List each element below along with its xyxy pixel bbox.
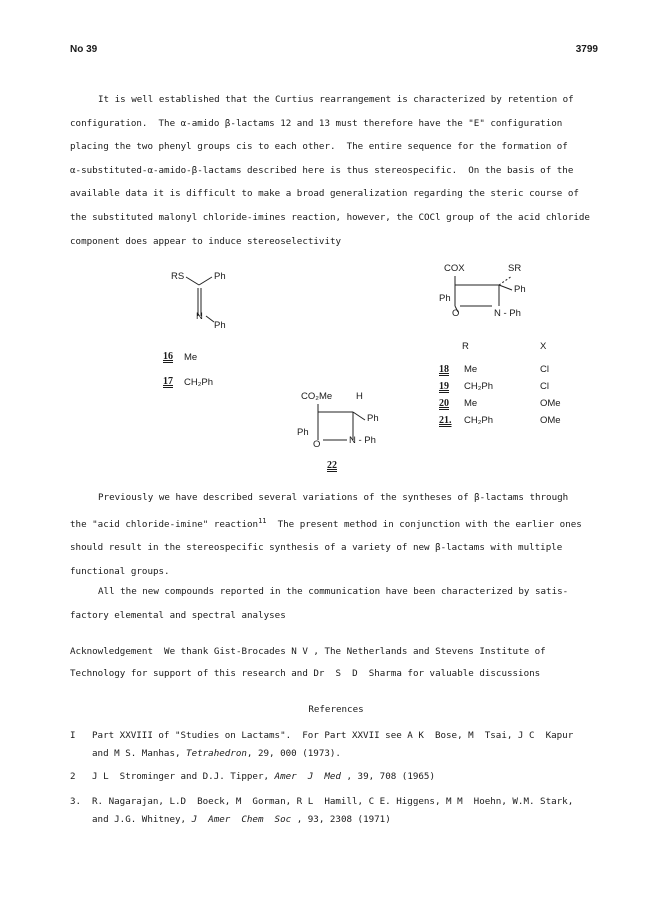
reference-text: Part XXVIII of "Studies on Lactams". For Part XXVII see A K Bose, M Tsai, J C Kapur: [92, 730, 574, 741]
lactam22-o-label: O: [313, 439, 321, 450]
text-line: It is well established that the Curtius rearrangement is characterized by retention of: [98, 94, 574, 105]
reference-number: 3.: [70, 796, 82, 807]
lactam22-co2me-label: CO₂Me: [301, 391, 333, 402]
imine-n-label: N: [196, 311, 203, 322]
imine-ph-label: Ph: [214, 271, 226, 282]
table-x-value: OMe: [540, 398, 561, 409]
journal-name: Amer J Med: [274, 771, 341, 782]
lactam-sr-label: SR: [508, 263, 522, 274]
page-number: 3799: [575, 44, 598, 55]
compound-number: 18: [439, 364, 449, 375]
text-line: component does appear to induce stereoselectivity: [70, 235, 342, 247]
lactam-ph-left-label: Ph: [439, 293, 451, 304]
reference-text: [92, 745, 341, 763]
reference-number: 2: [70, 771, 76, 782]
reference-text: [92, 768, 435, 786]
compound-substituent: Me: [184, 352, 198, 363]
text-line: α-substituted-α-amido-β-lactams described here is thus stereospecific. On the basis of the: [70, 164, 574, 176]
table-header-r: R: [462, 341, 469, 352]
compound-number: 16: [163, 351, 173, 362]
text-fragment: , 39, 708 (1965): [340, 771, 435, 782]
lactam-o-label: O: [452, 308, 460, 319]
lactam-cox-label: COX: [444, 263, 465, 274]
text-line: the substituted malonyl chloride-imines reaction, however, the COCl group of the acid chloride: [70, 211, 590, 223]
text-fragment: the "acid chloride-imine" reaction: [70, 518, 259, 530]
acknowledgement: [70, 641, 615, 685]
paragraph-previous-work: [70, 486, 615, 583]
table-r-value: CH₂Ph: [464, 415, 494, 426]
journal-name: J Amer Chem Soc: [191, 814, 292, 825]
text-line: configuration. The α-amido β-lactams 12 and 13 must therefore have the "E" configuration: [70, 117, 563, 129]
text-line: Previously we have described several variations of the syntheses of β-lactams through: [98, 492, 569, 503]
imine-rs-label: RS: [171, 271, 185, 282]
compound-number: 20: [439, 398, 449, 409]
table-r-value: Me: [464, 364, 478, 375]
imine-nph-label: Ph: [214, 320, 226, 331]
compound-number: 19: [439, 381, 449, 392]
text-line: available data it is difficult to make a broad generalization regarding the steric course of: [70, 188, 579, 200]
page-journal-number: No 39: [70, 44, 98, 55]
text-fragment: , 29, 000 (1973).: [246, 748, 341, 759]
lactam-nph-label: N - Ph: [494, 308, 521, 319]
text-line: functional groups.: [70, 565, 170, 577]
paragraph-analyses: [70, 580, 615, 627]
table-x-value: Cl: [540, 364, 549, 375]
references-heading: References: [308, 704, 364, 715]
reference-text: R. Nagarajan, L.D Boeck, M Gorman, R L Hamill, C E. Higgens, M M Hoehn, W.M. Stark,: [92, 796, 574, 807]
citation-superscript: 11: [258, 516, 267, 525]
text-fragment: The present method in conjunction with the earlier ones: [266, 518, 582, 530]
text-fragment: and J.G. Whitney,: [92, 814, 192, 825]
journal-name: Tetrahedron: [186, 748, 247, 759]
table-x-value: OMe: [540, 415, 561, 426]
text-fragment: and M S. Manhas,: [92, 748, 187, 759]
text-line: Acknowledgement We thank Gist-Brocades N V , The Netherlands and Stevens Institute of: [70, 646, 546, 657]
text-line: factory elemental and spectral analyses: [70, 609, 286, 621]
text-line: should result in the stereospecific synthesis of a variety of new β-lactams with multiple: [70, 542, 563, 554]
compound-number: 21.: [439, 415, 452, 426]
lactam-ph-right-label: Ph: [514, 284, 526, 295]
compound-number: 22: [327, 460, 337, 471]
lactam22-ph-left-label: Ph: [297, 427, 309, 438]
text-fragment: , 93, 2308 (1971): [291, 814, 391, 825]
text-line: Technology for support of this research and Dr S D Sharma for valuable discussions: [70, 668, 541, 679]
lactam22-ph-right-label: Ph: [367, 413, 379, 424]
table-r-value: CH₂Ph: [464, 381, 494, 392]
compound-substituent: CH₂Ph: [184, 377, 214, 388]
table-x-value: Cl: [540, 381, 549, 392]
text-line: [70, 510, 615, 537]
reference-number: I: [70, 730, 76, 741]
table-r-value: Me: [464, 398, 478, 409]
lactam22-nph-label: N - Ph: [349, 435, 376, 446]
compound-number: 17: [163, 376, 173, 387]
text-line: All the new compounds reported in the communication have been characterized by satis-: [98, 586, 569, 597]
lactam22-h-label: H: [356, 391, 363, 402]
table-header-x: X: [540, 341, 547, 352]
reference-text: [92, 811, 391, 829]
text-line: placing the two phenyl groups cis to each other. The entire sequence for the formation of: [70, 141, 568, 153]
text-fragment: J L Strominger and D.J. Tipper,: [92, 771, 275, 782]
